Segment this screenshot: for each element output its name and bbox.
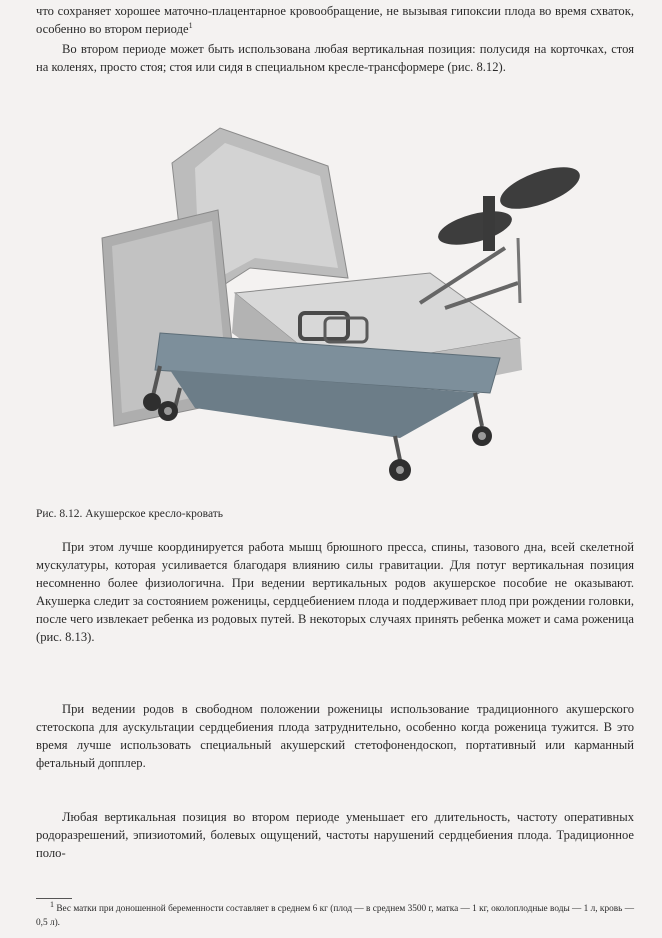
paragraph-vertical-position: Любая вертикальная позиция во втором периоде уменьшает его длительность, частоту оперативных родоразрешений, эпизиотомий, болевых ощущений, частоты нарушений сердцебиения плода. Традиционное поло- bbox=[36, 810, 634, 860]
footnote-ref: 1 bbox=[188, 20, 193, 30]
footnote: $^1$ Вес матки при доношенной беременности составляет в среднем 6 кг (плод — в среднем 3500 г, матка — 1 кг, околоплодные воды — 1 л, кровь — 0,5 л). bbox=[36, 899, 635, 928]
top-paragraph-continued: что сохраняет хорошее маточно-плацентарное кровообращение, не вызывая гипоксии плода во время схваток, особенно во втором периоде$^1$ bbox=[36, 4, 634, 36]
obstetric-bed-illustration bbox=[100, 108, 620, 503]
top-paragraph-positions: Во втором периоде может быть использована любая вертикальная позиция: полусидя на корточках, стоя на коленях, просто стоя; стоя или сидя в специальном кресле-трансформере (рис. 8.12). bbox=[36, 42, 634, 74]
footnote-rule bbox=[36, 898, 72, 899]
paragraph-stethoscope: При ведении родов в свободном положении роженицы использование традиционного акушерского стетоскопа для аускультации сердцебиения плода затруднительно, особенно когда роженица тужится. В это время лучше использовать специальный акушерский стетофонендоскоп, портативный или карманный фетальный допплер. bbox=[36, 702, 634, 770]
paragraph-muscles: При этом лучше координируется работа мышц брюшного пресса, спины, тазового дна, всей скелетной мускулатуры, которая усиливается благодаря влиянию силы гравитации. Для потуг вертикальная позиция несомненно более физиологична. При ведении вертикальных родов акушерское пособие не оказывают. Акушерка следит за состоянием роженицы, сердцебиением плода и поддерживает плод при рождении головки, после чего извлекает ребенка из родовых путей. В некоторых случаях принять ребенка может и сама роженица (рис. 8.13). bbox=[36, 540, 634, 644]
footnote-mark: 1 bbox=[50, 899, 54, 909]
figure-caption: Рис. 8.12. Акушерское кресло-кровать bbox=[36, 508, 224, 520]
